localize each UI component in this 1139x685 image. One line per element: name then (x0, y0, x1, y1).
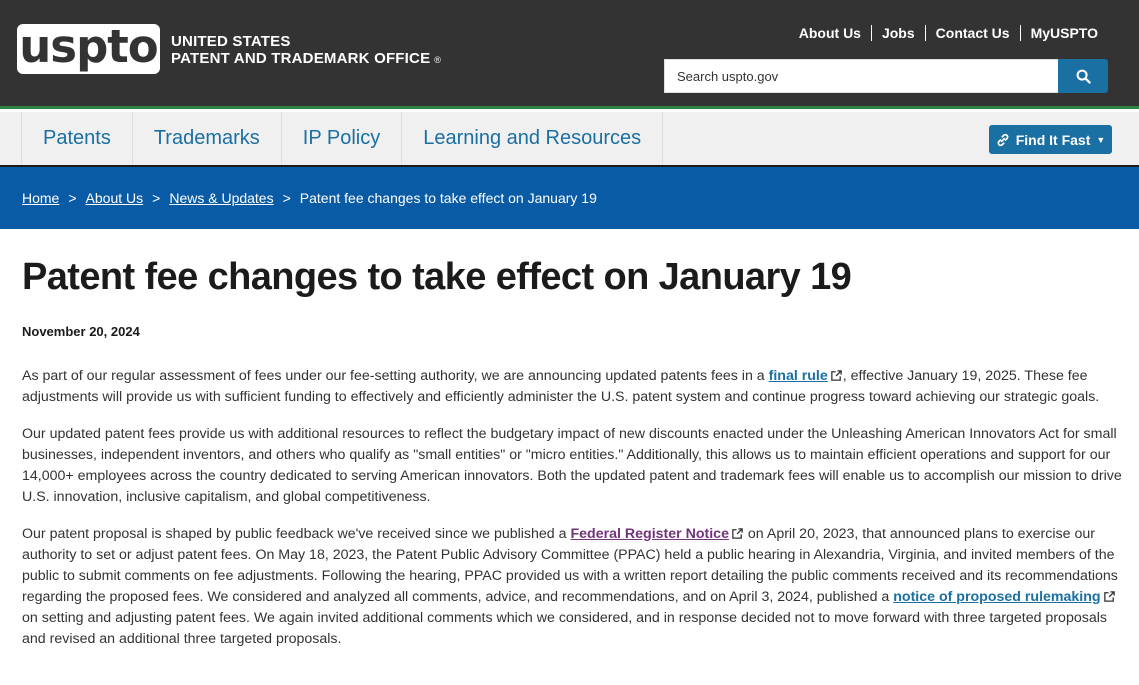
util-link-myuspto[interactable]: MyUSPTO (1020, 25, 1098, 41)
find-it-fast-button[interactable] (989, 125, 1112, 154)
nav-item-trademarks[interactable]: Trademarks (133, 112, 282, 165)
article-paragraph-1: As part of our regular assessment of fees under our fee-setting authority, we are announcing updated patents fees in a final rule , effective January 19, 2025. These fee adjustments will provide us with sufficient funding to effectively and efficiently administer the U.S. patent system and continue progress toward achieving our strategic goals. (22, 368, 1100, 405)
util-link-jobs[interactable]: Jobs (871, 25, 925, 41)
find-it-fast-label: Find It Fast (1015, 131, 1091, 148)
nav-item-learning-resources[interactable]: Learning and Resources (402, 112, 663, 165)
final-rule-link[interactable]: final rule (768, 368, 828, 384)
nav-item-ip-policy[interactable]: IP Policy (282, 112, 402, 165)
article-body (22, 366, 1128, 666)
breadcrumb-separator: > (152, 190, 161, 206)
breadcrumb-home[interactable]: Home (22, 190, 60, 206)
logo-wordmark: uspto (19, 19, 158, 73)
search-input[interactable] (664, 59, 1058, 93)
federal-register-notice-link[interactable]: Federal Register Notice (570, 526, 729, 542)
util-link-about-us[interactable]: About Us (798, 25, 861, 41)
utility-nav (789, 25, 1098, 41)
nav-item-patents[interactable]: Patents (22, 112, 133, 165)
article-date: November 20, 2024 (22, 324, 140, 339)
external-link-icon (731, 527, 744, 540)
search-button[interactable] (1058, 59, 1108, 93)
agency-name[interactable] (171, 33, 441, 69)
article-paragraph-3: Our patent proposal is shaped by public feedback we've received since we published a Federal Register Notice on April 20, 2023, that announced plans to exercise our authority to set or adjust patent fees. On May 18, 2023, the Patent Public Advisory Committee (PPAC) held a public hearing in Alexandria, Virginia, and invited members of the public to submit comments on fee adjustments. Following the hearing, PPAC provided us with a written report detailing the public comments received and its recommendations regarding the proposed fees. We considered and analyzed all comments, advice, and recommendations, and on April 3, 2024, published a notice of proposed rulemaking on setting and adjusting patent fees. We again invited additional comments which we considered, and in response decided not to move forward with three targeted proposals and revised an additional three targeted proposals. (22, 526, 1118, 647)
agency-line-2: PATENT AND TRADEMARK OFFICE ® (171, 50, 442, 67)
util-link-contact-us[interactable]: Contact Us (925, 25, 1020, 41)
main-nav-items (22, 112, 663, 165)
breadcrumb-about-us[interactable]: About Us (85, 190, 144, 206)
breadcrumb (0, 167, 1139, 229)
main-nav (0, 112, 1139, 167)
registered-mark: ® (434, 55, 442, 65)
caret-down-icon: ▼ (1096, 134, 1106, 145)
breadcrumb-separator: > (68, 190, 77, 206)
agency-line-1: UNITED STATES (171, 33, 291, 50)
site-search (664, 59, 1108, 93)
search-icon (1076, 69, 1091, 84)
uspto-logo[interactable] (17, 19, 160, 74)
breadcrumb-current: Patent fee changes to take effect on January 19 (299, 190, 597, 206)
article-paragraph-2: Our updated patent fees provide us with additional resources to reflect the budgetary impact of new discounts enacted under the Unleashing American Innovators Act for small businesses, independent inventors, and others who qualify as "small entities" or "micro entities." Additionally, this allows us to maintain efficient operations and support for our 14,000+ employees across the country dedicated to serving American innovators. Both the updated patent and trademark fees will enable us to accomplish our mission to drive U.S. innovation, inclusive capitalism, and global competitiveness. (22, 426, 1122, 505)
link-icon (996, 133, 1010, 147)
breadcrumb-news-updates[interactable]: News & Updates (169, 190, 274, 206)
external-link-icon (830, 369, 843, 382)
page-title: Patent fee changes to take effect on January 19 (22, 256, 852, 298)
site-header (0, 0, 1139, 109)
proposed-rulemaking-link[interactable]: notice of proposed rulemaking (893, 589, 1101, 605)
external-link-icon (1103, 590, 1116, 603)
nav-edge (0, 112, 22, 165)
breadcrumb-separator: > (282, 190, 291, 206)
